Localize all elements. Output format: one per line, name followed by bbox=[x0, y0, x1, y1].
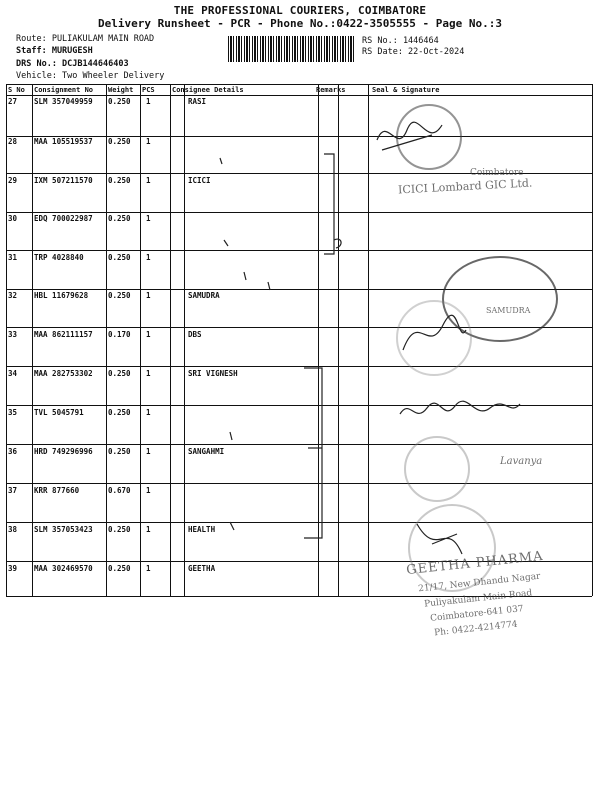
row-sno: 34 bbox=[8, 369, 18, 378]
row-pcs: 1 bbox=[146, 408, 151, 417]
row-consignee: SANGAHMI bbox=[188, 447, 225, 456]
sangahmi-faint-stamp bbox=[404, 436, 470, 502]
col-header-weight: Weight bbox=[108, 86, 134, 94]
table-hline bbox=[6, 95, 592, 96]
barcode bbox=[228, 36, 354, 62]
table-hline bbox=[6, 212, 592, 213]
row-consignee: ICICI bbox=[188, 176, 211, 185]
row-sno: 35 bbox=[8, 408, 18, 417]
row-pcs: 1 bbox=[146, 525, 151, 534]
col-header-pcs: PCS bbox=[142, 86, 155, 94]
row-sno: 33 bbox=[8, 330, 18, 339]
row-consignment: SLM 357049959 bbox=[34, 97, 93, 106]
table-hline bbox=[6, 84, 592, 85]
row-weight: 0.250 bbox=[108, 408, 131, 417]
icici-stamp-line1: Coimbatore bbox=[470, 168, 524, 178]
row-pcs: 1 bbox=[146, 564, 151, 573]
row-weight: 0.250 bbox=[108, 447, 131, 456]
runsheet-subtitle: Delivery Runsheet - PCR - Phone No.:0422-3505555 - Page No.:3 bbox=[98, 17, 502, 30]
row-consignment: TRP 4028840 bbox=[34, 253, 84, 262]
health-signature bbox=[412, 514, 472, 564]
row-weight: 0.170 bbox=[108, 330, 131, 339]
geetha-stamp-line1: GEETHA PHARMA bbox=[405, 548, 545, 579]
row-consignment: TVL 5045791 bbox=[34, 408, 84, 417]
sig36-text: Lavanya bbox=[500, 456, 543, 467]
row-pcs: 1 bbox=[146, 97, 151, 106]
row-weight: 0.250 bbox=[108, 97, 131, 106]
row-pcs: 1 bbox=[146, 176, 151, 185]
row-consignment: MAA 302469570 bbox=[34, 564, 93, 573]
table-vline bbox=[592, 84, 593, 596]
col-header-seal: Seal & Signature bbox=[372, 86, 440, 94]
row-consignment: EDQ 700022987 bbox=[34, 214, 93, 223]
row-consignee: GEETHA bbox=[188, 564, 216, 573]
row-sno: 31 bbox=[8, 253, 18, 262]
row-sno: 32 bbox=[8, 291, 18, 300]
geetha-stamp-line4: Coimbatore-641 037 bbox=[429, 604, 525, 624]
row-consignee: DBS bbox=[188, 330, 202, 339]
icici-stamp-line2: ICICI Lombard GIC Ltd. bbox=[397, 176, 533, 197]
row-pcs: 1 bbox=[146, 137, 151, 146]
row-weight: 0.250 bbox=[108, 369, 131, 378]
row-consignment: MAA 282753302 bbox=[34, 369, 93, 378]
row-consignment: MAA 862111157 bbox=[34, 330, 93, 339]
col-header-consignment: Consignment No bbox=[34, 86, 94, 94]
row-sno: 30 bbox=[8, 214, 18, 223]
row-sno: 37 bbox=[8, 486, 18, 495]
row-weight: 0.250 bbox=[108, 253, 131, 262]
staff-label: Staff: MURUGESH bbox=[16, 46, 93, 56]
rasi-signature bbox=[372, 110, 452, 170]
row-pcs: 1 bbox=[146, 369, 151, 378]
row-consignee: SAMUDRA bbox=[188, 291, 220, 300]
row-pcs: 1 bbox=[146, 214, 151, 223]
col-header-consignee: Consignee Details bbox=[172, 86, 244, 94]
vehicle-label: Vehicle: Two Wheeler Delivery bbox=[16, 71, 165, 81]
table-vline bbox=[106, 84, 107, 596]
row-sno: 28 bbox=[8, 137, 18, 146]
row-sno: 39 bbox=[8, 564, 18, 573]
rs-date: RS Date: 22-Oct-2024 bbox=[362, 47, 465, 57]
row-consignment: HBL 11679628 bbox=[34, 291, 89, 300]
table-vline bbox=[140, 84, 141, 596]
row-pcs: 1 bbox=[146, 486, 151, 495]
dbs-signature bbox=[398, 300, 468, 360]
row-consignment: HRD 749296996 bbox=[34, 447, 93, 456]
table-hline bbox=[6, 366, 592, 367]
drs-label: DRS No.: DCJB144646403 bbox=[16, 59, 129, 69]
row-weight: 0.250 bbox=[108, 525, 131, 534]
row-sno: 27 bbox=[8, 97, 18, 106]
row-weight: 0.250 bbox=[108, 176, 131, 185]
table-vline bbox=[170, 84, 171, 596]
table-hline bbox=[6, 136, 592, 137]
row-consignee: HEALTH bbox=[188, 525, 216, 534]
row-pcs: 1 bbox=[146, 253, 151, 262]
table-vline bbox=[32, 84, 33, 596]
tick-marks bbox=[216, 150, 276, 300]
table-vline bbox=[184, 84, 185, 596]
col-header-remarks: Remarks bbox=[316, 86, 346, 94]
tick-marks-lower bbox=[226, 426, 346, 536]
row-consignment: IXM 507211570 bbox=[34, 176, 93, 185]
row-weight: 0.250 bbox=[108, 564, 131, 573]
row-pcs: 1 bbox=[146, 447, 151, 456]
geetha-stamp-line5: Ph: 0422-4214774 bbox=[433, 619, 519, 639]
row-consignment: KRR 877660 bbox=[34, 486, 80, 495]
row-consignee: SRI VIGNESH bbox=[188, 369, 238, 378]
row-weight: 0.670 bbox=[108, 486, 131, 495]
tvl-signature bbox=[395, 396, 525, 426]
row-weight: 0.250 bbox=[108, 291, 131, 300]
row-consignee: RASI bbox=[188, 97, 207, 106]
company-title: THE PROFESSIONAL COURIERS, COIMBATORE bbox=[173, 4, 427, 17]
row-weight: 0.250 bbox=[108, 137, 131, 146]
route-label: Route: PULIAKULAM MAIN ROAD bbox=[16, 34, 155, 44]
rs-number: RS No.: 1446464 bbox=[362, 36, 439, 46]
row-consignment: SLM 357053423 bbox=[34, 525, 93, 534]
geetha-stamp-line2: 21/17, New Dhandu Nagar bbox=[417, 571, 541, 595]
row-weight: 0.250 bbox=[108, 214, 131, 223]
row-sno: 36 bbox=[8, 447, 18, 456]
row-consignment: MAA 105519537 bbox=[34, 137, 93, 146]
remarks-bracket-upper bbox=[320, 150, 350, 260]
row-sno: 29 bbox=[8, 176, 18, 185]
table-vline bbox=[6, 84, 7, 596]
samudra-stamp-text: SAMUDRA bbox=[486, 306, 531, 315]
col-header-sno: S No bbox=[8, 86, 25, 94]
table-hline bbox=[6, 250, 592, 251]
row-pcs: 1 bbox=[146, 330, 151, 339]
row-sno: 38 bbox=[8, 525, 18, 534]
geetha-stamp-line3: Puliyakulam Main Road bbox=[423, 588, 533, 610]
table-vline bbox=[368, 84, 369, 596]
row-pcs: 1 bbox=[146, 291, 151, 300]
